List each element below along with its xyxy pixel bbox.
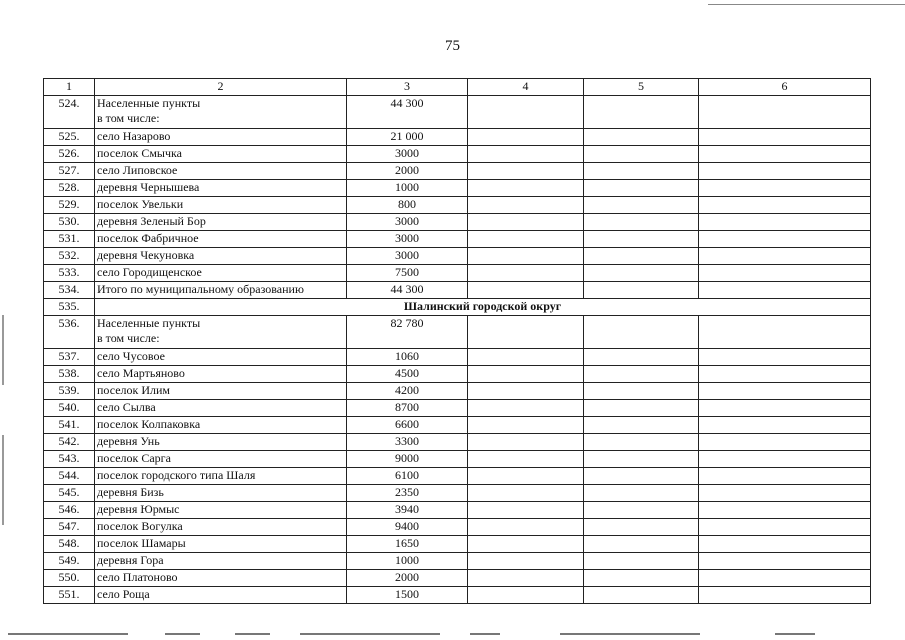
empty-cell — [584, 96, 699, 129]
empty-cell — [584, 282, 699, 299]
scan-edge-bottom — [0, 633, 905, 640]
empty-cell — [468, 434, 584, 451]
empty-cell — [468, 587, 584, 604]
table-row — [44, 434, 871, 451]
empty-cell — [584, 553, 699, 570]
table-row — [44, 400, 871, 417]
row-number-cell: 549. — [44, 553, 95, 570]
row-number-cell: 530. — [44, 214, 95, 231]
empty-cell — [468, 197, 584, 214]
empty-cell — [468, 163, 584, 180]
settlement-name-cell: поселок Колпаковка — [95, 417, 347, 434]
empty-cell — [584, 366, 699, 383]
settlements-table — [43, 78, 871, 604]
empty-cell — [699, 468, 871, 485]
row-number-cell: 535. — [44, 299, 95, 316]
empty-cell — [468, 519, 584, 536]
empty-cell — [468, 248, 584, 265]
empty-cell — [699, 417, 871, 434]
value-cell: 1000 — [347, 180, 468, 197]
row-number-cell: 525. — [44, 129, 95, 146]
empty-cell — [699, 197, 871, 214]
empty-cell — [468, 129, 584, 146]
value-cell: 3000 — [347, 231, 468, 248]
empty-cell — [584, 316, 699, 349]
value-cell: 3000 — [347, 248, 468, 265]
table-header-row — [44, 79, 871, 96]
column-header: 2 — [95, 79, 347, 96]
section-title-cell: Шалинский городской округ — [95, 299, 871, 316]
settlement-name-cell: село Липовское — [95, 163, 347, 180]
settlement-name-line: в том числе: — [97, 111, 160, 125]
empty-cell — [468, 282, 584, 299]
empty-cell — [584, 383, 699, 400]
row-number-cell: 544. — [44, 468, 95, 485]
settlement-name-cell: село Городищенское — [95, 265, 347, 282]
empty-cell — [699, 163, 871, 180]
row-number-cell: 536. — [44, 316, 95, 349]
value-cell: 7500 — [347, 265, 468, 282]
row-number-cell: 527. — [44, 163, 95, 180]
table-row — [44, 349, 871, 366]
table-row — [44, 96, 871, 129]
empty-cell — [468, 451, 584, 468]
table-row — [44, 468, 871, 485]
empty-cell — [584, 349, 699, 366]
settlement-name-cell: деревня Бизь — [95, 485, 347, 502]
row-number-cell: 548. — [44, 536, 95, 553]
empty-cell — [468, 349, 584, 366]
page-number: 75 — [445, 38, 460, 54]
empty-cell — [584, 180, 699, 197]
empty-cell — [468, 96, 584, 129]
value-cell: 9400 — [347, 519, 468, 536]
empty-cell — [699, 349, 871, 366]
row-number-cell: 551. — [44, 587, 95, 604]
column-header: 6 — [699, 79, 871, 96]
empty-cell — [584, 146, 699, 163]
value-cell: 1650 — [347, 536, 468, 553]
table-row — [44, 180, 871, 197]
empty-cell — [468, 316, 584, 349]
empty-cell — [699, 146, 871, 163]
settlement-name-cell: поселок Увельки — [95, 197, 347, 214]
empty-cell — [584, 502, 699, 519]
value-cell: 6100 — [347, 468, 468, 485]
empty-cell — [468, 553, 584, 570]
value-cell: 9000 — [347, 451, 468, 468]
value-cell: 3300 — [347, 434, 468, 451]
row-number-cell: 539. — [44, 383, 95, 400]
value-cell: 82 780 — [347, 316, 468, 349]
table-row — [44, 146, 871, 163]
settlement-name-cell: село Чусовое — [95, 349, 347, 366]
empty-cell — [468, 214, 584, 231]
empty-cell — [468, 383, 584, 400]
table-row — [44, 265, 871, 282]
value-cell: 6600 — [347, 417, 468, 434]
empty-cell — [699, 231, 871, 248]
value-cell: 2000 — [347, 570, 468, 587]
table-row — [44, 502, 871, 519]
row-number-cell: 531. — [44, 231, 95, 248]
settlement-name-cell: поселок Фабричное — [95, 231, 347, 248]
table-row — [44, 248, 871, 265]
value-cell: 44 300 — [347, 96, 468, 129]
value-cell: 2000 — [347, 163, 468, 180]
empty-cell — [699, 553, 871, 570]
value-cell: 1500 — [347, 587, 468, 604]
table-row — [44, 587, 871, 604]
table-row — [44, 383, 871, 400]
empty-cell — [468, 265, 584, 282]
scan-edge-top — [708, 4, 905, 5]
empty-cell — [699, 248, 871, 265]
settlement-name-line: в том числе: — [97, 331, 160, 345]
row-number-cell: 537. — [44, 349, 95, 366]
column-header: 1 — [44, 79, 95, 96]
empty-cell — [468, 570, 584, 587]
row-number-cell: 542. — [44, 434, 95, 451]
column-header: 5 — [584, 79, 699, 96]
scan-mark-left — [2, 315, 4, 385]
table-row — [44, 316, 871, 349]
settlement-name-cell: село Роща — [95, 587, 347, 604]
settlement-name-cell: деревня Чернышева — [95, 180, 347, 197]
row-number-cell: 546. — [44, 502, 95, 519]
settlement-name-cell: село Платоново — [95, 570, 347, 587]
value-cell: 4200 — [347, 383, 468, 400]
table-row — [44, 366, 871, 383]
row-number-cell: 526. — [44, 146, 95, 163]
empty-cell — [584, 587, 699, 604]
empty-cell — [584, 536, 699, 553]
value-cell: 1060 — [347, 349, 468, 366]
value-cell: 3000 — [347, 214, 468, 231]
empty-cell — [699, 129, 871, 146]
column-header: 4 — [468, 79, 584, 96]
empty-cell — [699, 214, 871, 231]
row-number-cell: 532. — [44, 248, 95, 265]
settlement-name-cell: деревня Чекуновка — [95, 248, 347, 265]
value-cell: 4500 — [347, 366, 468, 383]
empty-cell — [699, 451, 871, 468]
table-row — [44, 536, 871, 553]
empty-cell — [584, 197, 699, 214]
settlement-name-cell — [95, 96, 347, 129]
row-number-cell: 529. — [44, 197, 95, 214]
row-number-cell: 538. — [44, 366, 95, 383]
empty-cell — [468, 231, 584, 248]
empty-cell — [699, 383, 871, 400]
empty-cell — [699, 434, 871, 451]
empty-cell — [468, 400, 584, 417]
settlement-name-cell: поселок Шамары — [95, 536, 347, 553]
empty-cell — [584, 248, 699, 265]
row-number-cell: 524. — [44, 96, 95, 129]
value-cell: 3940 — [347, 502, 468, 519]
empty-cell — [584, 468, 699, 485]
empty-cell — [699, 587, 871, 604]
empty-cell — [584, 129, 699, 146]
settlement-name-cell: Итого по муниципальному образованию — [95, 282, 347, 299]
settlement-name-cell: деревня Юрмыс — [95, 502, 347, 519]
row-number-cell: 545. — [44, 485, 95, 502]
empty-cell — [584, 570, 699, 587]
row-number-cell: 550. — [44, 570, 95, 587]
empty-cell — [699, 400, 871, 417]
row-number-cell: 534. — [44, 282, 95, 299]
empty-cell — [699, 485, 871, 502]
table-row — [44, 519, 871, 536]
table-row — [44, 282, 871, 299]
empty-cell — [584, 417, 699, 434]
empty-cell — [584, 485, 699, 502]
empty-cell — [699, 366, 871, 383]
settlement-name-line: Населенные пункты — [97, 316, 201, 330]
empty-cell — [699, 570, 871, 587]
empty-cell — [584, 400, 699, 417]
row-number-cell: 540. — [44, 400, 95, 417]
empty-cell — [584, 265, 699, 282]
settlement-name-cell: село Назарово — [95, 129, 347, 146]
empty-cell — [584, 519, 699, 536]
empty-cell — [584, 231, 699, 248]
value-cell: 800 — [347, 197, 468, 214]
empty-cell — [699, 96, 871, 129]
empty-cell — [468, 502, 584, 519]
settlement-name-cell: деревня Зеленый Бор — [95, 214, 347, 231]
table-row — [44, 231, 871, 248]
empty-cell — [468, 468, 584, 485]
empty-cell — [699, 265, 871, 282]
empty-cell — [468, 417, 584, 434]
table-row — [44, 299, 871, 316]
table-row — [44, 214, 871, 231]
settlement-name-cell: поселок Смычка — [95, 146, 347, 163]
value-cell: 21 000 — [347, 129, 468, 146]
table-row — [44, 485, 871, 502]
row-number-cell: 543. — [44, 451, 95, 468]
settlement-name-cell: село Мартьяново — [95, 366, 347, 383]
settlement-name-cell: поселок Сарга — [95, 451, 347, 468]
row-number-cell: 547. — [44, 519, 95, 536]
table-row — [44, 451, 871, 468]
table-row — [44, 163, 871, 180]
value-cell: 44 300 — [347, 282, 468, 299]
row-number-cell: 528. — [44, 180, 95, 197]
empty-cell — [584, 214, 699, 231]
settlement-name-cell: поселок Вогулка — [95, 519, 347, 536]
empty-cell — [584, 163, 699, 180]
column-header: 3 — [347, 79, 468, 96]
empty-cell — [468, 146, 584, 163]
settlement-name-line: Населенные пункты — [97, 96, 201, 110]
value-cell: 3000 — [347, 146, 468, 163]
settlement-name-cell: деревня Гора — [95, 553, 347, 570]
empty-cell — [468, 366, 584, 383]
table-row — [44, 197, 871, 214]
settlement-name-cell: деревня Унь — [95, 434, 347, 451]
empty-cell — [584, 451, 699, 468]
empty-cell — [699, 282, 871, 299]
table-row — [44, 129, 871, 146]
settlement-name-cell: село Сылва — [95, 400, 347, 417]
settlement-name-cell: поселок городского типа Шаля — [95, 468, 347, 485]
empty-cell — [699, 316, 871, 349]
table-row — [44, 417, 871, 434]
empty-cell — [699, 502, 871, 519]
settlement-name-cell — [95, 316, 347, 349]
value-cell: 8700 — [347, 400, 468, 417]
empty-cell — [699, 519, 871, 536]
empty-cell — [468, 485, 584, 502]
empty-cell — [468, 180, 584, 197]
settlement-name-cell: поселок Илим — [95, 383, 347, 400]
empty-cell — [468, 536, 584, 553]
table-row — [44, 553, 871, 570]
value-cell: 2350 — [347, 485, 468, 502]
empty-cell — [699, 536, 871, 553]
empty-cell — [699, 180, 871, 197]
scan-mark-left — [2, 435, 4, 525]
table-row — [44, 570, 871, 587]
row-number-cell: 533. — [44, 265, 95, 282]
empty-cell — [584, 434, 699, 451]
row-number-cell: 541. — [44, 417, 95, 434]
value-cell: 1000 — [347, 553, 468, 570]
